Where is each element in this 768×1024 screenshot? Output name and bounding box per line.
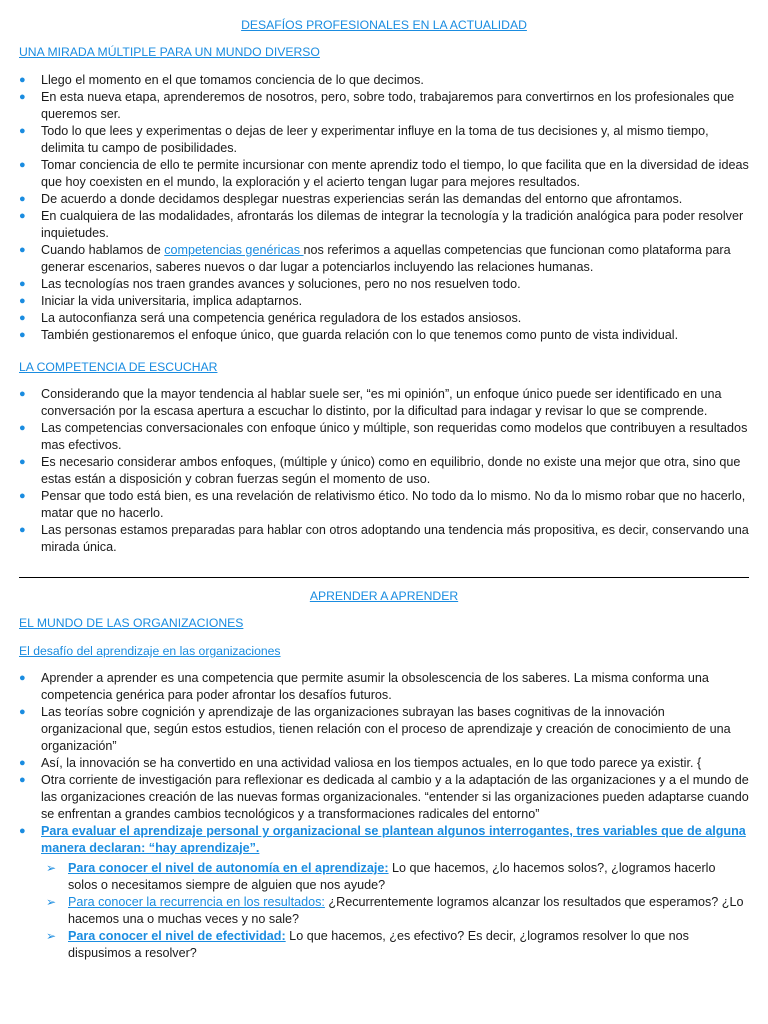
- bullet-icon: ●: [19, 757, 26, 769]
- bullet-list-mirada-multiple: [19, 72, 749, 344]
- bullet-icon: ●: [19, 672, 26, 684]
- list-item: ● Las teorías sobre cognición y aprendizaje de las organizaciones subrayan las bases cognitivas de la innovación organizacional que, según estos estudios, tienen relación con el proceso de aprendizaje y creación de conocimiento de una organización”: [19, 705, 731, 753]
- arrow-list-variables: [46, 860, 746, 962]
- bullet-icon: ●: [19, 74, 26, 86]
- competencias-genericas-link[interactable]: competencias genéricas: [164, 243, 304, 257]
- list-item: ● Llego el momento en el que tomamos conciencia de lo que decimos.: [19, 73, 424, 87]
- bullet-icon: ●: [19, 490, 26, 502]
- list-item: ● Las competencias conversacionales con enfoque único y múltiple, son requeridas como modelos que contribuyen a resultados mas efectivos.: [19, 421, 748, 452]
- list-item: ● La autoconfianza será una competencia genérica reguladora de los estados ansiosos.: [19, 311, 522, 325]
- list-item: ● Todo lo que lees y experimentas o dejas de leer y experimentar influye en la toma de tus decisiones y, al mismo tiempo, delimita tu campo de posibilidades.: [19, 124, 709, 155]
- list-item: ● Considerando que la mayor tendencia al hablar suele ser, “es mi opinión”, un enfoque único puede ser identificado en una conversación por la escasa apertura a escuchar lo distinto, por la dificultad para indagar y revisar lo que se comprende.: [19, 387, 722, 418]
- list-item: ● También gestionaremos el enfoque único, que guarda relación con lo que tenemos como punto de vista individual.: [19, 328, 679, 342]
- list-item: ● Cuando hablamos de competencias genéricas nos referimos a aquellas competencias que funcionan como plataforma para generar escenarios, saberes nuevos o dar lugar a potenciarlos incluyendo las relaciones humanas.: [19, 243, 731, 274]
- list-item: ● Iniciar la vida universitaria, implica adaptarnos.: [19, 294, 303, 308]
- list-item: [19, 823, 749, 857]
- list-item: ● Las tecnologías nos traen grandes avances y soluciones, pero no nos resuelven todo.: [19, 277, 521, 291]
- section-title-aprender: APRENDER A APRENDER: [309, 589, 459, 603]
- bullet-icon: ●: [19, 706, 26, 718]
- bullet-icon: ●: [19, 825, 26, 837]
- bullet-icon: ●: [19, 210, 26, 222]
- list-item: ● Aprender a aprender es una competencia que permite asumir la obsolescencia de los saberes. La misma conforma una competencia genérica para poder afrontar los desafíos futuros.: [19, 671, 709, 702]
- list-item: ● Tomar conciencia de ello te permite incursionar con mente aprendiz todo el tiempo, lo que facilita que en la diversidad de ideas que hoy coexisten en el mundo, la exploración y el acierto tengan lugar para mejores resultados.: [19, 158, 749, 189]
- section-heading-organizaciones: EL MUNDO DE LAS ORGANIZACIONES: [19, 616, 244, 630]
- list-item: ● Otra corriente de investigación para reflexionar es dedicada al cambio y a la adaptación de las organizaciones y a el mundo de las organizaciones creación de las nuevas formas organizacionales. “entender si las organizaciones pueden adaptarse cuando se enfrentan a grandes cambios tecnológicos y a transformaciones radicales del entorno”: [19, 773, 749, 821]
- bullet-icon: ●: [19, 278, 26, 290]
- list-item: ● Así, la innovación se ha convertido en una actividad valiosa en los tiempos actuales, en lo que todo parece ya existir. {: [19, 756, 702, 770]
- list-item: ➢ Para conocer la recurrencia en los resultados: ¿Recurrentemente logramos alcanzar los resultados que esperamos? ¿Lo hacemos una o muchas veces y no sale?: [46, 895, 744, 926]
- bullet-icon: ●: [19, 125, 26, 137]
- list-item: ● En cualquiera de las modalidades, afrontarás los dilemas de integrar la tecnología y la tradición analógica para poder resolver inquietudes.: [19, 209, 744, 240]
- bullet-icon: ●: [19, 524, 26, 536]
- bullet-icon: ●: [19, 159, 26, 171]
- bullet-icon: ●: [19, 329, 26, 341]
- bullet-icon: ●: [19, 312, 26, 324]
- list-item: ● En esta nueva etapa, aprenderemos de nosotros, pero, sobre todo, trabajaremos para convertirnos en los profesionales que queremos ser.: [19, 90, 735, 121]
- section-heading-mirada-multiple: UNA MIRADA MÚLTIPLE PARA UN MUNDO DIVERSO: [19, 45, 320, 59]
- section-divider: [19, 577, 749, 578]
- list-item: ➢ Para conocer el nivel de autonomía en el aprendizaje: Lo que hacemos, ¿lo hacemos solos?, ¿logramos hacerlo solos o necesitamos siempre de alguien que nos ayude?: [46, 861, 716, 892]
- bullet-icon: ●: [19, 295, 26, 307]
- bullet-icon: ●: [19, 91, 26, 103]
- bullet-icon: ●: [19, 456, 26, 468]
- arrow-bullet-icon: ➢: [46, 895, 57, 909]
- bullet-icon: ●: [19, 244, 26, 256]
- question-item-text: Para evaluar el aprendizaje personal y organizacional se plantean algunos interrogantes, tres variables que de alguna manera declaran: “hay aprendizaje”.: [41, 824, 746, 855]
- list-item: ● De acuerdo a donde decidamos desplegar nuestras experiencias serán las demandas del entorno que afrontamos.: [19, 192, 683, 206]
- bullet-list-organizaciones: [19, 670, 749, 857]
- list-item: ➢ Para conocer el nivel de efectividad: Lo que hacemos, ¿es efectivo? Es decir, ¿logramos resolver lo que nos dispusimos a resolver?: [46, 929, 689, 960]
- bullet-icon: ●: [19, 388, 26, 400]
- list-item: ● Las personas estamos preparadas para hablar con otros adoptando una tendencia más propositiva, es decir, conservando una mirada única.: [19, 523, 749, 554]
- section-heading-escuchar: LA COMPETENCIA DE ESCUCHAR: [19, 360, 218, 374]
- bullet-icon: ●: [19, 193, 26, 205]
- bullet-list-escuchar: [19, 386, 749, 556]
- list-item: ● Pensar que todo está bien, es una revelación de relativismo ético. No todo da lo mismo. No da lo mismo robar que no hacerlo, matar que no hacerlo.: [19, 489, 746, 520]
- section-subheading-desafio: El desafío del aprendizaje en las organizaciones: [19, 644, 281, 658]
- arrow-bullet-icon: ➢: [46, 929, 57, 943]
- bullet-icon: ●: [19, 774, 26, 786]
- list-item: ● Es necesario considerar ambos enfoques, (múltiple y único) como en equilibrio, donde no existe una mejor que otra, sino que estas están a disposición y cobran fuerzas según el momento de uso.: [19, 455, 741, 486]
- arrow-bullet-icon: ➢: [46, 861, 57, 875]
- document-title: DESAFÍOS PROFESIONALES EN LA ACTUALIDAD: [241, 18, 527, 32]
- bullet-icon: ●: [19, 422, 26, 434]
